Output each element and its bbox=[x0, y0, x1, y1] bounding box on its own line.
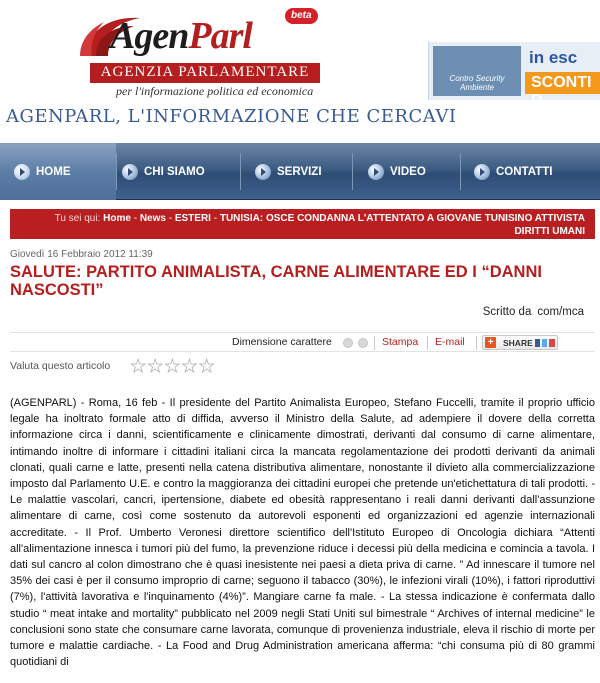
nav-item-label: CONTATTI bbox=[496, 165, 553, 178]
ad-banner-headline: in esc bbox=[529, 48, 578, 67]
article-date: Giovedì 16 Febbraio 2012 11:39 bbox=[10, 249, 153, 260]
star-icon[interactable]: ★ bbox=[198, 356, 215, 376]
nav-item-label: CHI SIAMO bbox=[144, 165, 205, 178]
breadcrumb-separator: - bbox=[210, 213, 220, 224]
beta-badge: beta bbox=[285, 8, 318, 24]
rating-label: Valuta questo articolo bbox=[10, 360, 111, 372]
play-circle-icon bbox=[255, 164, 271, 180]
article-author bbox=[483, 306, 584, 318]
nav-item-label: VIDEO bbox=[390, 165, 426, 178]
play-circle-icon bbox=[14, 164, 30, 180]
article-title[interactable]: SALUTE: PARTITO ANIMALISTA, CARNE ALIMENTARE ED I “DANNI NASCOSTI” bbox=[10, 263, 542, 299]
nav-item-label: SERVIZI bbox=[277, 165, 322, 178]
breadcrumb-current[interactable]: TUNISIA: OSCE CONDANNA L'ATTENTATO A GIOVANE TUNISINO ATTIVISTA DIRITTI UMANI bbox=[219, 213, 585, 237]
nav-item-home[interactable] bbox=[0, 143, 116, 200]
share-label: SHARE bbox=[503, 338, 533, 348]
breadcrumb-link-home[interactable]: Home bbox=[103, 213, 131, 224]
star-icon[interactable]: ★ bbox=[164, 356, 181, 376]
site-header bbox=[0, 0, 600, 143]
agency-subtitle: per l'informazione politica ed economica bbox=[116, 84, 314, 98]
nav-divider bbox=[460, 153, 461, 190]
breadcrumb-separator: - bbox=[130, 213, 140, 224]
site-tagline: AGENPARL, L'INFORMAZIONE CHE CERCAVI bbox=[6, 106, 457, 127]
article-toolbar bbox=[10, 332, 595, 352]
nav-divider bbox=[240, 153, 241, 190]
star-icon[interactable]: ★ bbox=[147, 356, 164, 376]
play-circle-icon bbox=[122, 164, 138, 180]
font-decrease-button[interactable] bbox=[343, 338, 353, 348]
nav-item-chi-siamo[interactable] bbox=[122, 143, 205, 200]
star-icon[interactable]: ★ bbox=[181, 356, 198, 376]
main-nav bbox=[0, 143, 600, 200]
logo-brand[interactable] bbox=[110, 14, 252, 58]
font-size-label: Dimensione carattere bbox=[232, 336, 332, 348]
ad-banner-thumbnail bbox=[433, 46, 521, 96]
breadcrumb-label: Tu sei qui: bbox=[54, 213, 101, 224]
logo-brand-part1: Agen bbox=[110, 15, 189, 57]
play-circle-icon bbox=[368, 164, 384, 180]
breadcrumb bbox=[10, 209, 595, 239]
rating-stars bbox=[130, 356, 216, 377]
breadcrumb-link-esteri[interactable]: ESTERI bbox=[174, 213, 211, 224]
nav-item-video[interactable] bbox=[368, 143, 426, 200]
toolbar-divider bbox=[374, 336, 375, 350]
plus-icon: + bbox=[485, 337, 496, 348]
ad-banner-thumb-text: Contro Security Ambiente bbox=[449, 74, 505, 92]
author-label: Scritto da bbox=[482, 306, 532, 318]
toolbar-divider bbox=[427, 336, 428, 350]
star-icon[interactable]: ★ bbox=[130, 356, 147, 376]
share-button[interactable] bbox=[482, 335, 558, 350]
play-circle-icon bbox=[474, 164, 490, 180]
article-body: (AGENPARL) - Roma, 16 feb - Il presidente del Partito Animalista Europeo, Stefano Fuccelli, tramite il proprio ufficio legale ha inoltrato formale atto di diffida, avverso il Ministro della Salute, ad adempiere il dovere della corretta informazione circa i danni, scientificamente e clinicamente dimostrati, derivanti dal consumo di carne alimentare, intimando inoltre di informare i cittadini italiani circa la mancata regolamentazione dei prodotti derivanti da animali clonati, quali carne e latte, presenti nella catena distributiva alimentare, nonostante il divieto alla commercializzazione imposto dal Parlamento U.E. e contro la maggioranza dei cittadini europei che pretende un'etichettatura di tali prodotti. - Le malattie vascolari, cancri, ipertensione, diabete ed obesità rappresentano i reali danni derivanti dall'assunzione alimentare di carne, così come sostenuto da autorevoli esponenti ed organizzazioni ed agenzie internazionali accreditate. - Il Prof. Umberto Veronesi direttore scientifico dell'Istituto Europeo di Oncologia dichiara “Attenti all'alimentazione innesca i tumori più del fumo, la prevenzione riduce i decessi più della medicina e comincia a tavola. I dati sul cancro al colon dimostrano che è quasi inesistente nei paesi a dieta priva di carne. ” Ad innescare il tumore nel 35% dei casi è per il consumo improprio di carne; seguono il tabacco (30%), le infezioni virali (10%), i fattori riproduttivi (7%), l'attività lavorativa e l'inquinamento (4%)”. Mangiare carne fa male. - La stessa indicazione è confermata dallo studio “ meat intake and mortality” pubblicato nel 2009 negli Stati Uniti sul bimestrale “ Archives of internal medicine” le conclusioni sono state che consumare carne lavorata, comunque di provenienza industriale, eleva il rischio di morte per tumore e malattie cardiache. - La Food and Drug Administration americana afferma: “chi consuma più di 80 grammi quotidiani di bbox=[10, 397, 595, 669]
ad-banner[interactable] bbox=[428, 42, 600, 109]
nav-item-contatti[interactable] bbox=[474, 143, 552, 200]
print-link[interactable]: Stampa bbox=[382, 336, 419, 348]
breadcrumb-link-news[interactable]: News bbox=[139, 213, 166, 224]
nav-item-label: HOME bbox=[36, 165, 71, 178]
font-increase-button[interactable] bbox=[358, 338, 368, 348]
nav-item-servizi[interactable] bbox=[255, 143, 322, 200]
social-icons bbox=[535, 339, 555, 347]
ad-banner-promo: SCONTI D bbox=[525, 72, 600, 94]
agency-name: AGENZIA PARLAMENTARE bbox=[90, 63, 320, 83]
logo-brand-part2: Parl bbox=[188, 15, 252, 57]
email-link[interactable]: E-mail bbox=[435, 336, 465, 348]
nav-divider bbox=[116, 153, 117, 190]
author-name: com/mca bbox=[537, 306, 584, 318]
nav-divider bbox=[352, 153, 353, 190]
toolbar-divider bbox=[476, 336, 477, 350]
breadcrumb-separator: - bbox=[165, 213, 175, 224]
